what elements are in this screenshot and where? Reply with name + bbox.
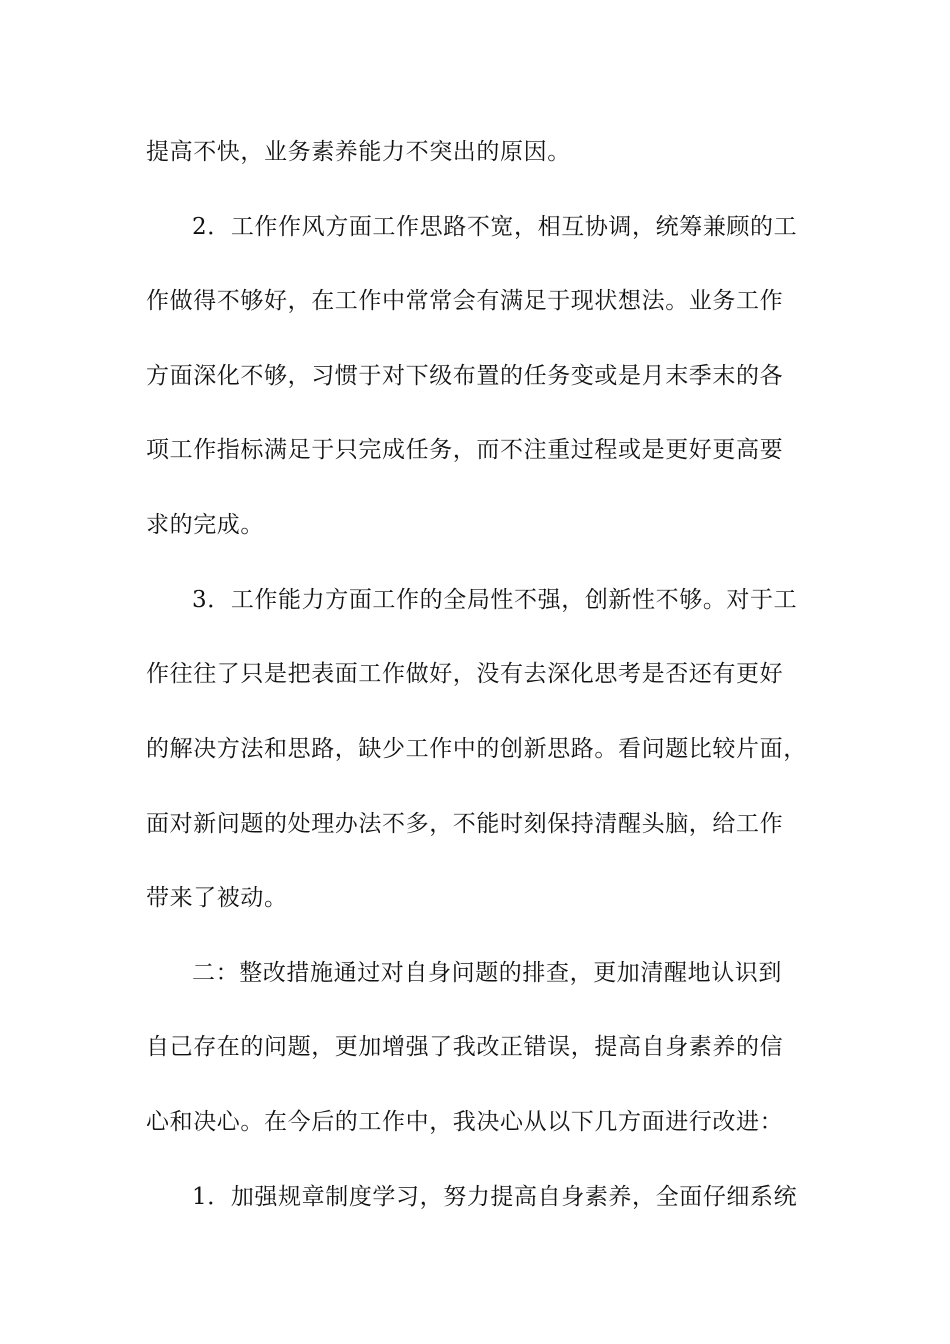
text-line: 2．工作作风方面工作思路不宽，相互协调，统筹兼顾的工 xyxy=(192,214,798,240)
text-line: 的解决方法和思路，缺少工作中的创新思路。看问题比较片面， xyxy=(146,736,807,762)
text-line: 作做得不够好，在工作中常常会有满足于现状想法。业务工作 xyxy=(146,288,784,314)
text-line: 提高不快，业务素养能力不突出的原因。 xyxy=(146,139,571,165)
text-line: 3．工作能力方面工作的全局性不强，创新性不够。对于工 xyxy=(192,587,798,613)
text-line: 带来了被动。 xyxy=(146,885,288,911)
text-line: 二：整改措施通过对自身问题的排查，更加清醒地认识到 xyxy=(192,960,782,986)
text-line: 项工作指标满足于只完成任务，而不注重过程或是更好更高要 xyxy=(146,437,784,463)
text-line: 1．加强规章制度学习，努力提高自身素养，全面仔细系统 xyxy=(192,1184,798,1210)
text-line: 作往往了只是把表面工作做好，没有去深化思考是否还有更好 xyxy=(146,661,784,687)
text-line: 求的完成。 xyxy=(146,512,264,538)
text-line: 自己存在的问题，更加增强了我改正错误，提高自身素养的信 xyxy=(146,1034,784,1060)
text-line: 心和决心。在今后的工作中，我决心从以下几方面进行改进： xyxy=(146,1109,784,1135)
text-line: 方面深化不够，习惯于对下级布置的任务变或是月末季末的各 xyxy=(146,363,784,389)
text-line: 面对新问题的处理办法不多，不能时刻保持清醒头脑，给工作 xyxy=(146,811,784,837)
